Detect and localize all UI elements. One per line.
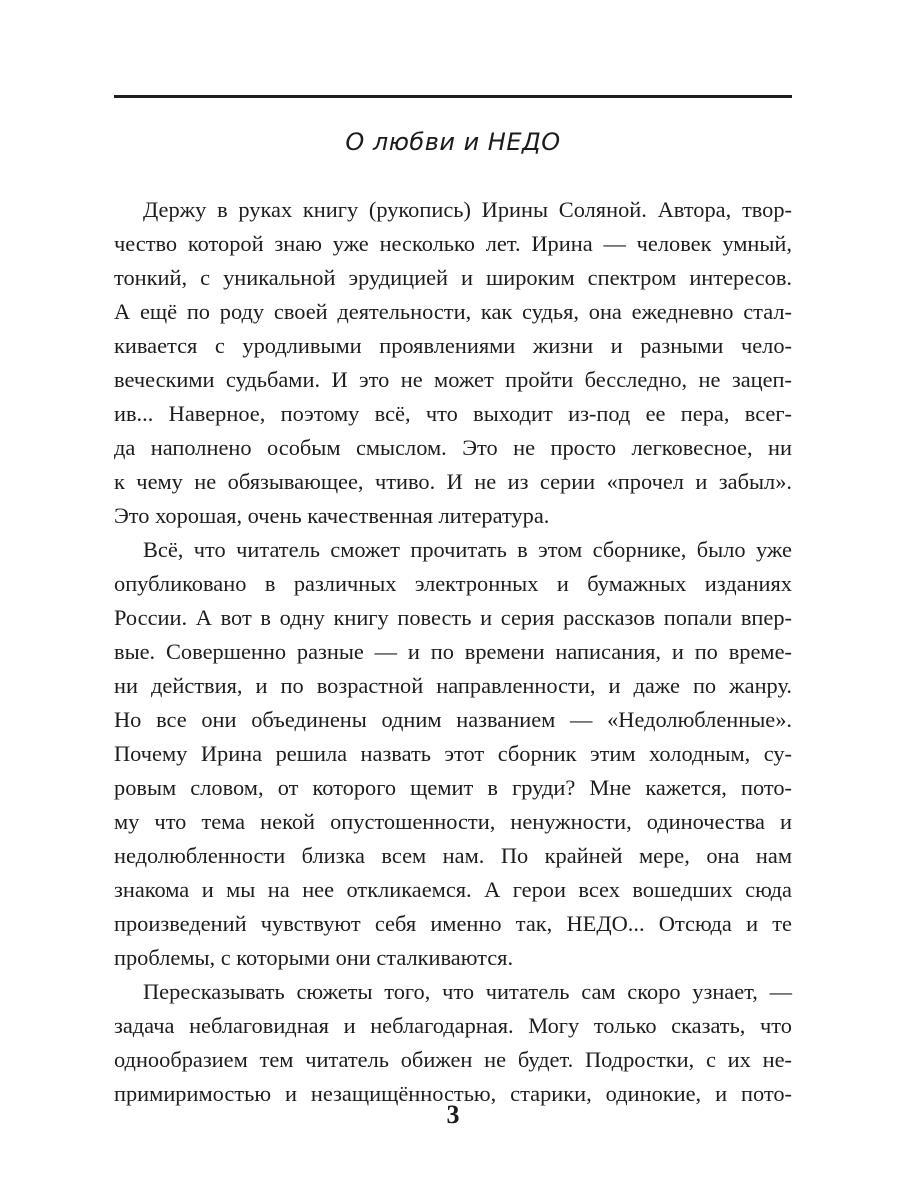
text-line: Почему Ирина решила назвать этот сборник этим холодным, су- xyxy=(114,741,792,766)
text-line: вые. Совершенно разные — и по времени написания, и по време- xyxy=(114,639,792,664)
text-line: примиримостью и незащищённостью, старики, одинокие, и пото- xyxy=(114,1081,792,1106)
text-line: чество которой знаю уже несколько лет. Ирина — человек умный, xyxy=(114,231,792,256)
text-line: ни действия, и по возрастной направленности, и даже по жанру. xyxy=(114,673,792,698)
text-line: задача неблаговидная и неблагодарная. Могу только сказать, что xyxy=(114,1013,792,1038)
text-line: однообразием тем читатель обижен не будет. Подростки, с их не- xyxy=(114,1047,792,1072)
text-line: к чему не обязывающее, чтиво. И не из серии «прочел и забыл». xyxy=(114,469,792,494)
text-line: му что тема некой опустошенности, ненужности, одиночества и xyxy=(114,809,792,834)
text-line: тонкий, с уникальной эрудицией и широким спектром интересов. xyxy=(114,265,792,290)
paragraph xyxy=(114,533,792,975)
text-line: недолюбленности близка всем нам. По крайней мере, она нам xyxy=(114,843,792,868)
text-line: Это хорошая, очень качественная литература. xyxy=(114,503,550,528)
chapter-title: О любви и НЕДО xyxy=(345,128,561,156)
page-number: 3 xyxy=(446,1100,460,1129)
text-line: ровым словом, от которого щемит в груди? Мне кажется, пото- xyxy=(114,775,792,800)
text-line: проблемы, с которыми они сталкиваются. xyxy=(114,945,514,970)
text-line: Всё, что читатель сможет прочитать в этом сборнике, было уже xyxy=(143,537,792,562)
text-line: А ещё по роду своей деятельности, как судья, она ежедневно стал- xyxy=(114,299,792,324)
text-line: кивается с уродливыми проявлениями жизни и разными чело- xyxy=(114,333,792,358)
header-rule xyxy=(114,95,792,98)
text-line: знакома и мы на нее откликаемся. А герои всех вошедших сюда xyxy=(114,877,792,902)
text-line: Пересказывать сюжеты того, что читатель сам скоро узнает, — xyxy=(143,979,792,1004)
body-text xyxy=(114,193,792,1111)
text-line: произведений чувствуют себя именно так, НЕДО... Отсюда и те xyxy=(114,911,792,936)
text-line: Держу в руках книгу (рукопись) Ирины Соляной. Автора, твор- xyxy=(143,197,792,222)
text-line: Но все они объединены одним названием — «Недолюбленные». xyxy=(114,707,792,732)
text-line: ив... Наверное, поэтому всё, что выходит из-под ее пера, всег- xyxy=(114,401,792,426)
paragraph xyxy=(114,975,792,1111)
text-line: России. А вот в одну книгу повесть и серия рассказов попали впер- xyxy=(114,605,792,630)
text-line: да наполнено особым смыслом. Это не просто легковесное, ни xyxy=(114,435,792,460)
text-line: веческими судьбами. И это не может пройти бесследно, не зацеп- xyxy=(114,367,792,392)
paragraph xyxy=(114,193,792,533)
text-line: опубликовано в различных электронных и бумажных изданиях xyxy=(114,571,792,596)
